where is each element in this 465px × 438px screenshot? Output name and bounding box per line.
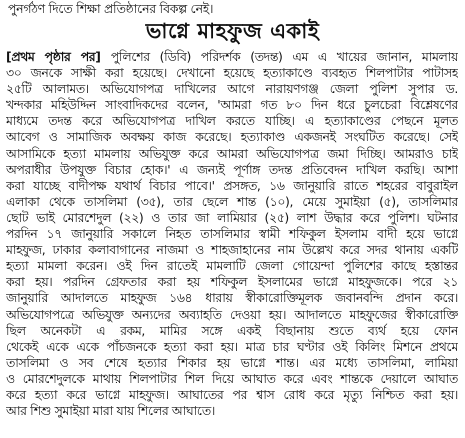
body-line [6,113,458,129]
body-line-text: মাধ্যমে তদন্ত করে অভিযোগপত্র দাখিল করতে যাচ্ছি। এ হত্যাকাণ্ডের পেছনে মূলত [6,113,458,129]
body-line [6,403,458,419]
body-line [6,146,458,162]
body-line-text: হত্যা মামলা করেন। ওই দিন রাতেই মামলাটি জেলা গোয়েন্দা পুলিশের কাছে হস্তান্তর [6,258,458,274]
dateline: [প্রথম পৃষ্ঠার পর] [6,49,111,64]
body-line [6,290,458,306]
body-line-text: তাসলিমা ও সব শেষে হত্যার শিকার হয় ভাগ্নে শান্ত। এর মধ্যে তাসলিমা, লামিয়া [6,354,458,370]
body-line [6,323,458,339]
body-line-text: ৩০ জনকে সাক্ষী করা হয়েছে। দেখানো হয়েছে হত্যাকাণ্ডে ব্যবহৃত শিলপাটার পাটাসহ [6,65,458,81]
body-line-text: আর শিশু সুমাইয়া মারা যায় শিলের আঘাতে। [6,403,215,419]
body-line-text: করা হয়। পরদিন গ্রেফতার করা হয় শফিকুল ইসলামের ভাগ্নে মাহফুজকে। পরে ২১ [6,274,458,290]
body-line-text: করা যাচ্ছে বাদীপক্ষ যথার্থ বিচার পাবে।' প্রসঙ্গত, ১৬ জানুয়ারি রাতে শহরের বাবুরাইল [6,177,458,193]
body-line [6,242,458,258]
body-line-text: করে হত্যা করে ভাগ্নে মাহফুজ। আঘাতের পর শ্বাস রোধ করে মৃত্যু নিশ্চিত করা হয়। [6,386,458,402]
body-line [6,307,458,323]
body-line-text: ২৫টি আলামত। অভিযোগপত্র দাখিলের আগে নারায়ণগঞ্জ জেলা পুলিশ সুপার ড. [6,81,458,97]
body-line [6,339,458,355]
body-line-text: পুলিশের (ডিবি) পরিদর্শক (তদন্ত) এম এ খায়ের জানান, মামলায় [110,49,458,64]
body-line [6,258,458,274]
body-line-text: এলাকা থেকে তাসলিমা (৩৫), তার ছেলে শান্ত (১০), মেয়ে সুমাইয়া (৫), তাসলিমার [6,193,458,209]
article-body [6,49,458,419]
body-line [6,210,458,226]
body-line [6,371,458,387]
body-line-text: ছোট ভাই মোরশেদুল (২২) ও তার জা লামিয়ার (২৫) লাশ উদ্ধার করে পুলিশ। ঘটনার [6,209,458,225]
body-line-text: ও মোরশেদুলকে মাথায় শিলপাটার শিল দিয়ে আঘাত করে এবং শান্তকে দেয়ালে আঘাত [6,370,458,386]
headline: ভাগ্নে মাহফুজ একাই [145,19,320,43]
body-line-text: আবেগ ও সামাজিক অবক্ষয় কাজ করেছে। হত্যাকাণ্ড একজনই সংঘটিত করেছে। সেই [6,129,458,145]
body-line [6,226,458,242]
body-line [6,387,458,403]
body-line-text: পরদিন ১৭ জানুয়ারি সকালে নিহত তাসলিমার স্বামী শফিকুল ইসলাম বাদী হয়ে ভাগ্নে [6,226,458,242]
body-line-text: জানুয়ারি আদালতে মাহফুজ ১৬৪ ধারায় স্বীকারোক্তিমূলক জবানবন্দি প্রদান করে। [6,290,458,306]
body-line [6,178,458,194]
body-line-text: খন্দকার মহিউদ্দিন সাংবাদিকদের বলেন, 'আমরা গত ৮০ দিন ধরে চুলচেরা বিশ্লেষণের [6,97,458,113]
body-line [6,274,458,290]
body-line-text: থেকেই একে একে পাঁচজনকে হত্যা করা হয়। মাত্র চার ঘণ্টার ওই কিলিং মিশনে প্রথমে [6,338,458,354]
body-line-text: মাহফুজ, ঢাকার কলাবাগানের নাজমা ও শাহজাহানের নাম উল্লেখ করে সদর থানায় একটি [6,242,458,258]
body-line-text: ছিল অনেকটা এ রকম, মামির সঙ্গে একই বিছানায় শুতে ব্যর্থ হয়ে ফোন [6,322,458,338]
body-line [6,65,458,81]
body-line [6,97,458,113]
body-line [6,129,458,145]
body-line [6,162,458,178]
body-line-text: অভিযোগপত্রে অভিযুক্ত অন্যদের অব্যাহতি দেওয়া হয়। আদালতে মাহফুজের স্বীকারোক্তি [6,306,458,322]
body-line [6,49,458,65]
previous-article-tail: পুনর্গঠণ দিতে শিক্ষা প্রতিষ্ঠানের বিকল্প নেই। [8,1,214,16]
body-line-text: আসামিকে হত্যা মামলায় অভিযুক্ত করে আমরা অভিযোগপত্র জমা দিচ্ছি। আমরাও চাই [6,145,458,161]
body-line [6,194,458,210]
body-line-text: অপরাধীর উপযুক্ত বিচার হোক।' এ জন্যই পূর্ণাঙ্গ তদন্ত প্রতিবেদন দাখিল করছি। আশা [6,161,458,177]
body-line [6,81,458,97]
body-line [6,355,458,371]
